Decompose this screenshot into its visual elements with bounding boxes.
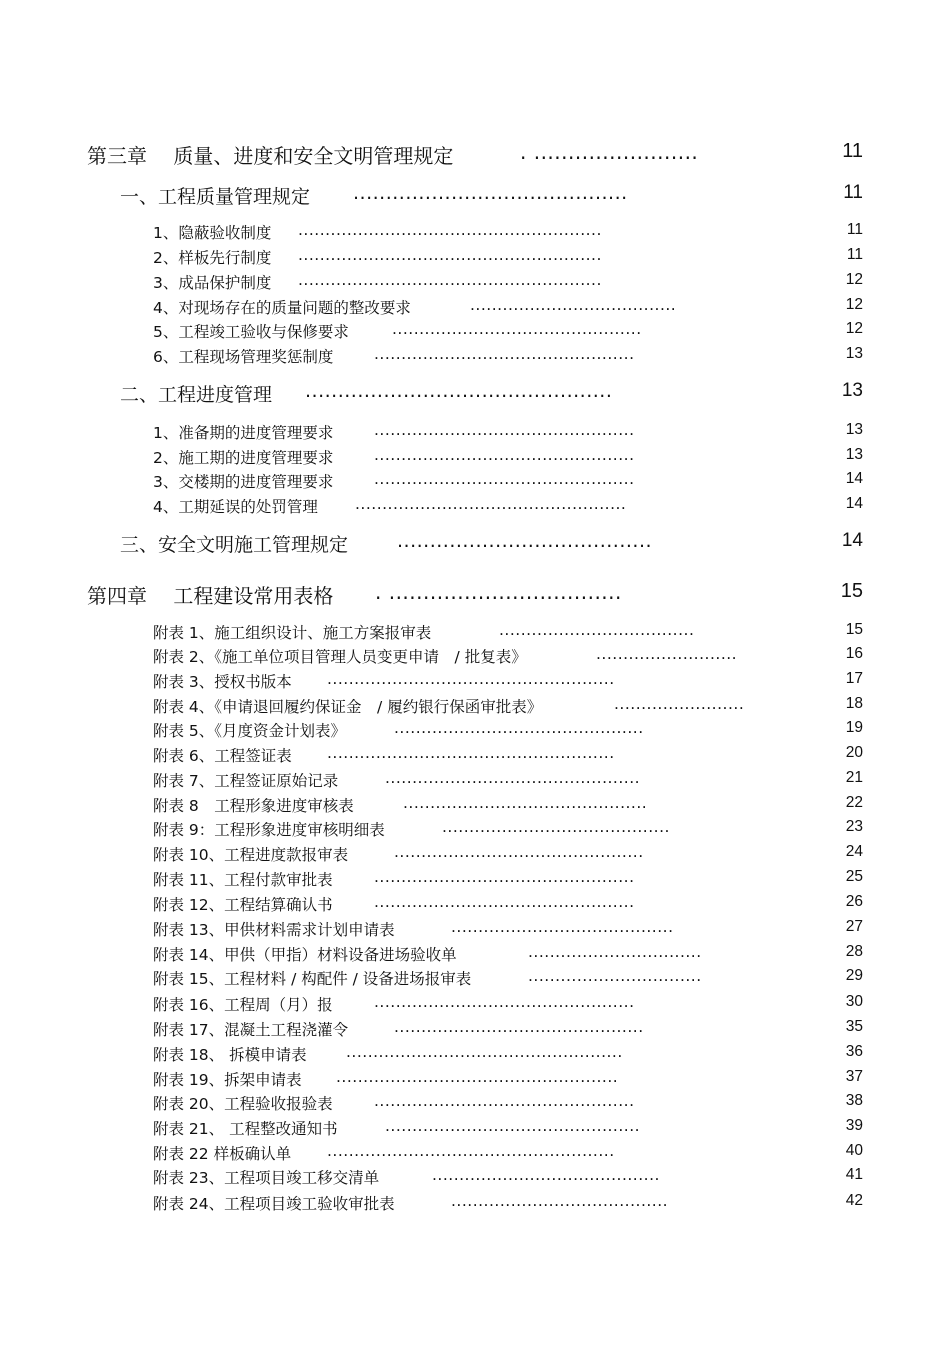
toc-dot-leader: . ........................ (520, 140, 699, 164)
toc-entry[interactable] (153, 246, 863, 268)
toc-page-number: 20 (845, 744, 863, 761)
toc-dot-leader: ........................................................ (298, 246, 602, 264)
toc-entry-title: 附表 21、 工程整改通知书 (153, 1120, 338, 1138)
toc-entry[interactable] (153, 421, 863, 443)
toc-entry[interactable] (153, 320, 863, 342)
toc-dot-leader: ................................................ (374, 868, 635, 886)
toc-page-number: 11 (843, 182, 863, 203)
toc-entry-title: 附表 20、工程验收报验表 (153, 1095, 333, 1113)
toc-page-number: 11 (846, 246, 863, 263)
toc-page-number: 13 (845, 421, 863, 438)
toc-page-number: 42 (845, 1192, 863, 1209)
toc-page-number: 11 (842, 140, 863, 162)
toc-entry-title: 附表 14、甲供（甲指）材料设备进场验收单 (153, 946, 457, 964)
toc-page-number: 12 (845, 296, 863, 313)
toc-entry-title: 附表 2、《施工单位项目管理人员变更申请 / 批复表》 (153, 648, 527, 666)
toc-entry-title: 第三章 质量、进度和安全文明管理规定 (87, 144, 454, 168)
toc-entry[interactable] (153, 1166, 863, 1188)
toc-dot-leader: .......................................... (442, 818, 670, 836)
toc-entry[interactable] (153, 345, 863, 367)
toc-entry[interactable] (153, 1117, 863, 1139)
toc-entry-title: 附表 4、《申请退回履约保证金 / 履约银行保函审批表》 (153, 698, 543, 716)
toc-entry-title: 附表 16、工程周（月）报 (153, 996, 333, 1014)
toc-page-number: 14 (845, 495, 863, 512)
toc-page-number: 37 (845, 1068, 863, 1085)
toc-entry[interactable] (153, 695, 863, 717)
toc-dot-leader: ................................................ (374, 345, 635, 363)
toc-dot-leader: ............................................. (403, 794, 648, 812)
toc-entry[interactable] (153, 719, 863, 741)
toc-entry-title: 3、成品保护制度 (153, 274, 272, 292)
toc-page-number: 23 (845, 818, 863, 835)
toc-entry[interactable] (120, 380, 863, 406)
toc-dot-leader: ........................................................ (298, 221, 602, 239)
toc-dot-leader: .................................................... (336, 1068, 619, 1086)
toc-page-number: 26 (845, 893, 863, 910)
toc-entry-title: 附表 9：工程形象进度审核明细表 (153, 821, 385, 839)
toc-entry-title: 2、样板先行制度 (153, 249, 272, 267)
toc-entry-title: 附表 8 工程形象进度审核表 (153, 797, 354, 815)
toc-entry-title: 附表 3、授权书版本 (153, 673, 292, 691)
toc-dot-leader: ............................................... (385, 769, 641, 787)
toc-dot-leader: .............................................. (394, 843, 644, 861)
toc-entry[interactable] (153, 470, 863, 492)
toc-entry[interactable] (153, 818, 863, 840)
toc-entry-title: 4、对现场存在的质量问题的整改要求 (153, 299, 411, 317)
toc-entry-title: 附表 19、拆架申请表 (153, 1071, 302, 1089)
toc-dot-leader: ................................ (528, 967, 702, 985)
toc-dot-leader: ....................................... (397, 530, 653, 552)
toc-page-number: 13 (845, 345, 863, 362)
toc-dot-leader: .............................................. (394, 719, 644, 737)
toc-entry[interactable] (87, 140, 863, 168)
toc-page-number: 12 (845, 271, 863, 288)
toc-entry-title: 附表 11、工程付款审批表 (153, 871, 333, 889)
toc-dot-leader: ................................................ (374, 993, 635, 1011)
toc-dot-leader: ..................................................... (327, 1142, 615, 1160)
toc-dot-leader: ........................................................ (298, 271, 602, 289)
toc-page-number: 41 (845, 1166, 863, 1183)
toc-entry-title: 1、隐蔽验收制度 (153, 224, 272, 242)
toc-page-number: 21 (845, 769, 863, 786)
toc-page-number: 13 (845, 446, 863, 463)
toc-entry[interactable] (153, 993, 863, 1015)
toc-entry-title: 附表 1、施工组织设计、施工方案报审表 (153, 624, 432, 642)
toc-page-number: 24 (845, 843, 863, 860)
toc-entry-title: 附表 12、工程结算确认书 (153, 896, 333, 914)
toc-entry-title: 附表 23、工程项目竣工移交清单 (153, 1169, 380, 1187)
toc-page-number: 14 (841, 530, 863, 551)
toc-page-number: 36 (845, 1043, 863, 1060)
toc-dot-leader: ........................ (614, 695, 745, 713)
toc-page-number: 39 (845, 1117, 863, 1134)
toc-entry[interactable] (153, 1068, 863, 1090)
toc-entry-title: 6、工程现场管理奖惩制度 (153, 348, 334, 366)
toc-entry-title: 3、交楼期的进度管理要求 (153, 473, 334, 491)
toc-dot-leader: . .................................. (375, 580, 622, 604)
toc-dot-leader: ..................................................... (327, 744, 615, 762)
toc-page-number: 40 (845, 1142, 863, 1159)
toc-entry-title: 附表 5、《月度资金计划表》 (153, 722, 347, 740)
toc-entry-title: 第四章 工程建设常用表格 (87, 584, 334, 608)
toc-dot-leader: ................................................ (374, 893, 635, 911)
toc-dot-leader: ................................ (528, 943, 702, 961)
toc-dot-leader: .................................................. (355, 495, 627, 513)
toc-entry-title: 附表 22 样板确认单 (153, 1145, 292, 1163)
toc-page-number: 38 (845, 1092, 863, 1109)
toc-entry[interactable] (153, 769, 863, 791)
toc-entry[interactable] (153, 918, 863, 940)
toc-entry-title: 附表 17、混凝土工程浇灌令 (153, 1021, 349, 1039)
toc-entry-title: 三、安全文明施工管理规定 (120, 534, 349, 556)
toc-entry[interactable] (120, 182, 863, 208)
toc-entry-title: 附表 13、甲供材料需求计划申请表 (153, 921, 395, 939)
toc-dot-leader: .......................................... (432, 1166, 660, 1184)
toc-page-number: 29 (845, 967, 863, 984)
toc-entry[interactable] (153, 943, 863, 965)
toc-entry[interactable] (153, 621, 863, 643)
toc-entry[interactable] (153, 296, 863, 318)
toc-entry[interactable] (153, 1142, 863, 1164)
toc-page-number: 25 (845, 868, 863, 885)
toc-dot-leader: .............................................. (394, 1018, 644, 1036)
toc-dot-leader: ................................................... (346, 1043, 623, 1061)
toc-entry[interactable] (153, 645, 863, 667)
toc-dot-leader: ............................................... (305, 380, 613, 402)
toc-entry-title: 附表 10、工程进度款报审表 (153, 846, 349, 864)
toc-page-number: 28 (845, 943, 863, 960)
toc-entry[interactable] (153, 271, 863, 293)
toc-page-number: 13 (841, 380, 863, 401)
toc-dot-leader: ................................................ (374, 470, 635, 488)
toc-entry[interactable] (153, 670, 863, 692)
toc-dot-leader: ............................................... (385, 1117, 641, 1135)
toc-page-number: 16 (845, 645, 863, 662)
toc-dot-leader: .......................................... (353, 182, 628, 204)
toc-entry-title: 附表 7、工程签证原始记录 (153, 772, 339, 790)
toc-entry-title: 2、施工期的进度管理要求 (153, 449, 334, 467)
toc-entry-title: 附表 15、工程材料 / 构配件 / 设备进场报审表 (153, 970, 472, 988)
toc-page-number: 11 (846, 221, 863, 238)
toc-page-number: 35 (845, 1018, 863, 1035)
toc-page-number: 12 (845, 320, 863, 337)
toc-page-number: 18 (845, 695, 863, 712)
toc-entry-title: 一、工程质量管理规定 (120, 186, 311, 208)
toc-dot-leader: ................................................ (374, 1092, 635, 1110)
toc-page-number: 27 (845, 918, 863, 935)
toc-entry-title: 4、工期延误的处罚管理 (153, 498, 318, 516)
toc-page-number: 30 (845, 993, 863, 1010)
toc-dot-leader: ......................................... (451, 918, 674, 936)
toc-entry[interactable] (153, 1043, 863, 1065)
toc-dot-leader: .......................... (596, 645, 738, 663)
toc-page-number: 17 (845, 670, 863, 687)
toc-dot-leader: ................................................ (374, 446, 635, 464)
toc-dot-leader: .................................... (499, 621, 695, 639)
toc-entry[interactable] (153, 794, 863, 816)
toc-entry-title: 附表 6、工程签证表 (153, 747, 292, 765)
toc-entry-title: 附表 24、工程项目竣工验收审批表 (153, 1195, 395, 1213)
toc-entry[interactable] (153, 221, 863, 243)
toc-entry-title: 1、准备期的进度管理要求 (153, 424, 334, 442)
toc-entry[interactable] (153, 744, 863, 766)
toc-entry[interactable] (153, 495, 863, 517)
toc-entry[interactable] (87, 580, 863, 608)
toc-page-number: 19 (845, 719, 863, 736)
toc-entry[interactable] (153, 967, 863, 989)
toc-dot-leader: ........................................ (451, 1192, 669, 1210)
toc-page-number: 22 (845, 794, 863, 811)
toc-entry-title: 二、工程进度管理 (120, 384, 273, 406)
toc-entry[interactable] (153, 893, 863, 915)
toc-entry[interactable] (153, 1092, 863, 1114)
toc-entry[interactable] (153, 446, 863, 468)
toc-entry[interactable] (153, 843, 863, 865)
toc-dot-leader: ...................................... (470, 296, 677, 314)
toc-page-number: 14 (845, 470, 863, 487)
toc-dot-leader: ..................................................... (327, 670, 615, 688)
toc-page-number: 15 (840, 580, 863, 602)
toc-entry-title: 附表 18、 拆模申请表 (153, 1046, 307, 1064)
toc-dot-leader: ................................................ (374, 421, 635, 439)
toc-entry[interactable] (153, 1018, 863, 1040)
toc-entry[interactable] (153, 1192, 863, 1214)
toc-page-number: 15 (845, 621, 863, 638)
toc-entry[interactable] (120, 530, 863, 556)
toc-entry-title: 5、工程竣工验收与保修要求 (153, 323, 349, 341)
toc-dot-leader: .............................................. (392, 320, 642, 338)
toc-entry[interactable] (153, 868, 863, 890)
